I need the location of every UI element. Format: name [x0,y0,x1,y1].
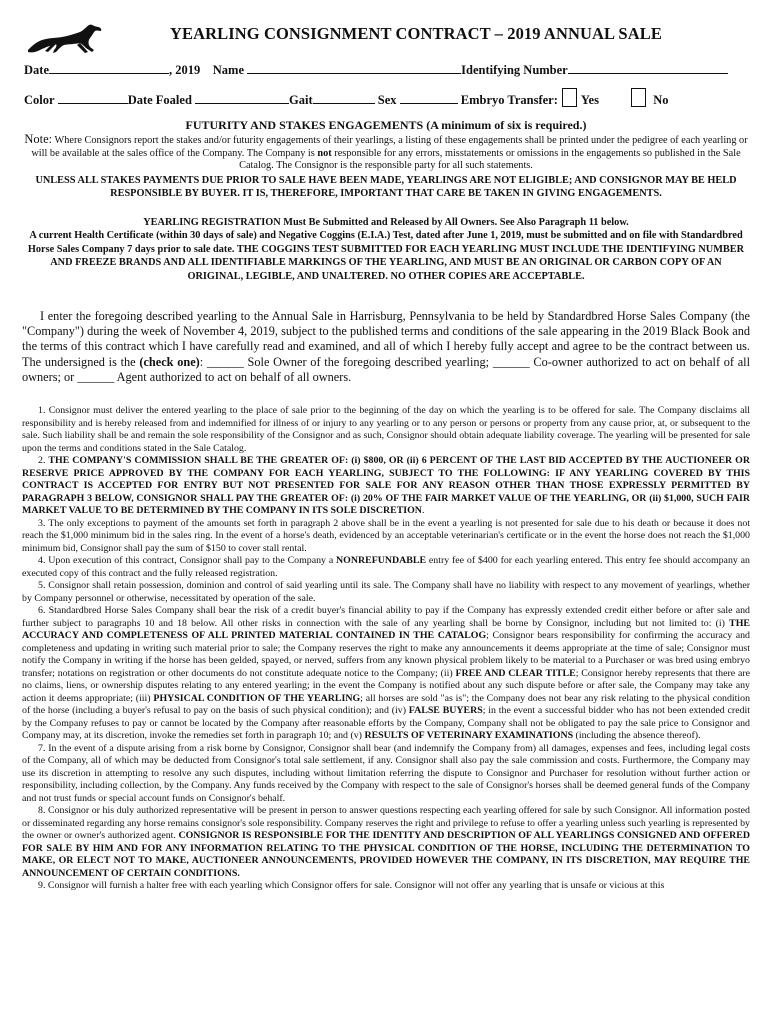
gait-field[interactable] [313,91,375,104]
note-label: Note: [24,132,53,146]
registration-line-1: YEARLING REGISTRATION Must Be Submitted and Released by All Owners. See Also Paragraph 11 below. [143,217,629,228]
term-paragraph-3: 3. The only exceptions to payment of the amounts set forth in paragraph 2 above shall be in the event a yearling is not presented for sale due to his death or because it does not reach the $1,000 minimum bid in the sales ring. In the event of a horse's death, evidenced by an acceptable veterinarian's certificate or in the event the horse does not reach the $1,000 minimum bid, Consignor shall pay the sum of $150 to cover stall rental. [22,517,750,554]
note-not: not [317,147,332,159]
term-paragraph-1: 1. Consignor must deliver the entered yearling to the place of sale prior to the beginning of the day on which the yearling is to be offered for sale. The Company disclaims all responsibility and is hereby released from and indemnified for illness of or injury to any yearling or to any person or persons or property from any cause prior, at, or subsequent to the sale. Such liability shall be and remain the sole responsibility of the Consignor and as such, Consignor should obtain adequate liability coverage. The yearling will be presented for sale upon the terms and conditions stated in the Sale Catalog. [22,405,750,454]
sex-field[interactable] [400,91,458,104]
term-6-false-buyers: FALSE BUYERS [408,705,483,716]
date-label: Date [24,63,49,77]
term-6-catalog-accuracy: THE ACCURACY AND COMPLETENESS OF ALL PRINTED MATERIAL CONTAINED IN THE CATALOG [22,617,751,641]
date-year: , 2019 [169,63,201,77]
identifying-number-field[interactable] [568,61,728,74]
embryo-no-checkbox[interactable] [631,88,646,107]
sex-label: Sex [377,93,397,107]
term-paragraph-9: 9. Consignor will furnish a halter free with each yearling which Consignor offers for sale. Consignor will not offer any yearling that is unsafe or vicious at this [38,880,665,891]
term-6-vet-results: RESULTS OF VETERINARY EXAMINATIONS [364,730,574,741]
name-field[interactable] [247,61,461,74]
term-paragraph-4 [22,555,750,580]
term-6-text-g: ; all horses are sold "as is"; the Company does not bear any risk relating to the physical condition of the horse (including a buyer's refusal to pay on the basis of such physical condition); and (iv) [22,692,751,716]
term-paragraph-8 [22,805,750,880]
term-6-text-k: (including the absence thereof). [575,730,701,741]
date-field[interactable] [49,61,169,74]
color-field[interactable] [58,91,128,104]
term-4-text-a: 4. Upon execution of this contract, Consignor shall pay to the Company a [38,555,334,566]
identifying-number-label: Identifying Number [461,63,568,77]
entry-text-1: I enter the foregoing described yearling to the Annual Sale in Harrisburg, Pennsylvania to be held by Standardbred Horse Sales Company (the "Company") during the week of November 4, 2019, subject to the published terms and conditions of the sale appearing in the 2019 Black Book and the terms of this contract which I have carefully read and examined, and all of which I hereby fully accept and agree to be the contract between us. The undersigned is the [22,309,750,369]
term-6-text-e: ; Consignor hereby represents that there are no claims, liens, or ownership disputes relating to any entered yearling; in the event the Company is notified about any such dispute before or after sale, the Company may take any action it deems appropriate; (iii) [22,667,751,704]
date-foaled-label: Date Foaled [127,93,192,107]
futurity-heading: FUTURITY AND STAKES ENGAGEMENTS (A minimum of six is required.) [185,118,587,132]
entry-statement [22,309,750,385]
contract-terms [22,405,750,893]
embryo-yes-checkbox[interactable] [562,88,577,107]
yes-label: Yes [580,93,599,107]
form-row-color-etc [24,88,668,108]
embryo-transfer-label: Embryo Transfer: [460,93,558,107]
form-row-date-name [24,61,728,78]
trotting-horse-icon [22,20,112,56]
page-title: YEARLING CONSIGNMENT CONTRACT – 2019 ANNUAL SALE [170,24,662,43]
check-one-label: (check one) [139,354,200,369]
term-6-text-i: ; in the event a successful bidder who has not been extended credit by the Company refuses to pay or cannot be located by the Company after reasonable efforts by the Company, Company shall not be obligated to pay the sale price to Consignor and Company may, at its discretion, invoke the remedies set forth in paragraph 10; and (v) [22,705,751,741]
futurity-note [22,133,750,173]
term-6-free-clear-title: FREE AND CLEAR TITLE [455,667,576,679]
term-paragraph-2 [22,455,750,518]
note-text-1: Where Consignors report the stakes and/or futurity engagements of their yearlings, a listing of these engagements shall be printed under the pedigree of each yearling or will be available at the sales office of the Company. The Company is [31,135,748,159]
term-2-number: 2. [38,455,46,466]
term-paragraph-6 [22,605,750,743]
term-2-commission: THE COMPANY'S COMMISSION SHALL BE THE GREATER OF: (i) $800, OR (ii) 6 PERCENT OF THE LAST BID ACCEPTED BY THE AUCTIONEER OR RESERVE PRICE APPROVED BY THE COMPANY FOR EACH YEARLING, SUBJECT TO THE FOLLOWING: IF ANY YEARLING COVERED BY THIS CONTRACT IS ACCEPTED FOR ENTRY BUT NOT PRESENTED FOR SALE FOR ANY REASON OTHER THAN THOSE EXPRESSLY PERMITTED BY PARAGRAPH 3 BELOW, CONSIGNOR SHALL PAY THE GREATER OF: (i) 20% OF THE FAIR MARKET VALUE OF THE YEARLING, OR (ii) $1,000, SUCH FAIR MARKET VALUE TO BE DETERMINED BY THE COMPANY IN ITS SOLE DISCRETION [22,455,750,516]
color-label: Color [24,93,55,107]
term-6-text-a: 6. Standardbred Horse Sales Company shall bear the risk of a credit buyer's financial ability to pay if the Company has expressly extended credit either before or after sale and further subject to paragraphs 10 and 18 below. All other risks in connection with the sale of any yearling shall be borne by Consignor, including but not limited to: (i) [22,605,750,629]
term-4-text-c: entry fee of $400 for each yearling entered. This entry fee should accompany an executed copy of this contract and the fully released registration. [22,555,750,579]
term-paragraph-7: 7. In the event of a dispute arising from a risk borne by Consignor, Consignor shall bear (and indemnify the Company from) all damages, expenses and fees, including legal costs of the Company, all of which may be deducted from Consignor's total sale settlement, if any. Consignor shall also pay the sale commission and costs. Furthermore, the Company may use its discretion in attempting to resolve any such disputes, including without limitation referring the dispute to Consignor and Purchaser for resolution without further action or responsibility, including collection, by the Company. Any funds received by the Company with respect to the sale of Consignor's horses shall be deemed general funds of the Company and not trust funds or special account funds on Consignor's behalf. [22,742,750,804]
name-label: Name [212,63,244,77]
no-label: No [653,93,669,107]
gait-label: Gait [289,93,313,107]
term-2-end: . [421,505,425,516]
term-8-text-a: 8. Consignor or his duly authorized representative will be present in person to answer questions respecting each yearling offered for sale by such Consignor. All information posted or disseminated regarding any horse remains consignor's sole responsibility. Company reserves the right and privilege to refuse to offer a yearling unless such yearling is represented by the owner or owner's authorized agent. [22,805,750,841]
date-foaled-field[interactable] [195,91,289,104]
note-text-2: responsible for any errors, misstatements or omissions in the engagements so published in the Sale Catalog. The Consignor is the responsible party for all such statements. [239,147,741,172]
term-6-text-c: ; Consignor bears responsibility for confirming the accuracy and completeness and updating in writing such material prior to sale; the Company reserves the right to make any announcements it deems appropriate at the time of sale; Consignor must notify the Company in writing if the horse has been gelded, spayed, or nerved, suffers from any known physical problem likely to be material to a Purchaser or was bred using embryo transfer; notations on registration or other documents do not constitute adequate notice to the Company; (ii) [22,630,750,679]
registration-line-2: A current Health Certificate (within 30 days of sale) and Negative Coggins (E.I.A.) Test, dated after June 1, 2019, must be submitted and on file with Standardbred Horse Sales Company 7 days prior to sale date. THE COGGINS TEST SUBMITTED FOR EACH YEARLING MUST INCLUDE THE IDENTIFYING NUMBER AND FREEZE BRANDS AND ALL IDENTIFIABLE MARKINGS OF THE YEARLING, AND MUST BE AN ORIGINAL OR CARBON COPY OF AN ORIGINAL, LEGIBLE, AND UNALTERED. NO OTHER COPIES ARE ACCEPTABLE. [27,230,745,282]
stakes-warning: UNLESS ALL STAKES PAYMENTS DUE PRIOR TO SALE HAVE BEEN MADE, YEARLINGS ARE NOT ELIGIBLE; AND CONSIGNOR MAY BE HELD RESPONSIBLE BY BUYER. IT IS, THEREFORE, IMPORTANT THAT CARE BE TAKEN IN GIVING ENGAGEMENTS. [35,175,737,199]
term-4-nonrefundable: NONREFUNDABLE [336,555,427,566]
term-8-consignor-responsible: CONSIGNOR IS RESPONSIBLE FOR THE IDENTITY AND DESCRIPTION OF ALL YEARLINGS CONSIGNED AND OFFERED FOR SALE BY HIM AND FOR ANY INFORMATION RELATING TO THE PHYSICAL CONDITION OF THE HORSE, INCLUDING THE DETERMINATION TO MAKE, OR ELECT NOT TO MAKE, AUCTIONEER ANNOUNCEMENTS, PROVIDED HOWEVER THE COMPANY, IN ITS DISCRETION, MAY REQUIRE THE ANNOUNCEMENT OF CERTAIN CONDITIONS. [22,830,751,879]
term-paragraph-5: 5. Consignor shall retain possession, dominion and control of said yearling until its sale. The Company shall have no liability with respect to any movement of yearlings, whether by Company personnel or otherwise, necessitated by operation of the sale. [22,580,750,604]
registration-block [22,216,750,283]
entry-text-2: : ______ Sole Owner of the foregoing described yearling; ______ Co-owner authorized to act on behalf of all owners; or ______ Agent authorized to act on behalf of all owners. [22,354,751,384]
term-6-physical-condition: PHYSICAL CONDITION OF THE YEARLING [153,692,361,704]
